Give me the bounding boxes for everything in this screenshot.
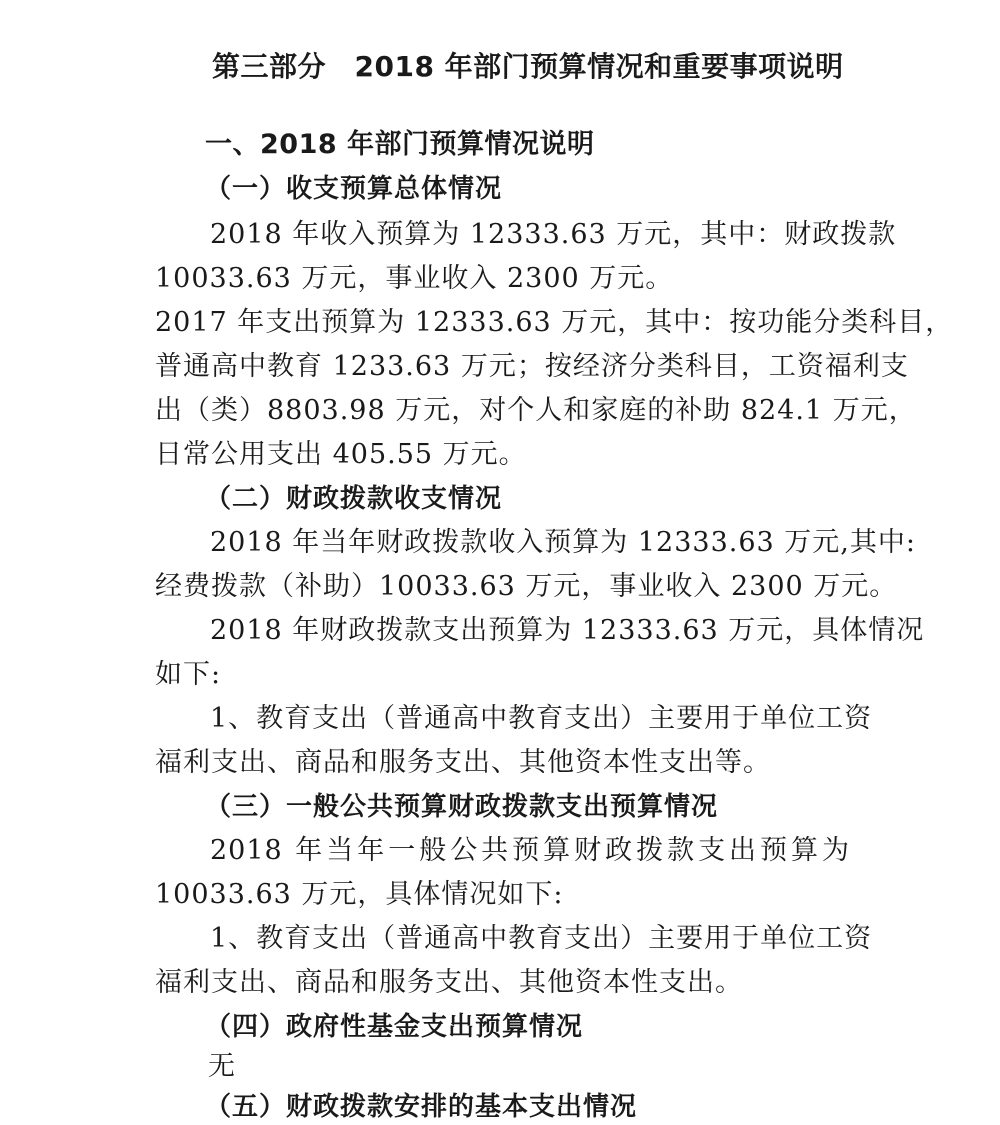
paragraph-line: 1、教育支出（普通高中教育支出）主要用于单位工资 [210,703,873,734]
subsection-heading-5: （五）财政拨款安排的基本支出情况 [205,1092,638,1122]
document-title: 第三部分 2018 年部门预算情况和重要事项说明 [212,50,844,83]
paragraph-line: 福利支出、商品和服务支出、其他资本性支出等。 [155,747,771,778]
paragraph-line: 如下: [155,659,222,690]
paragraph-line: 经费拨款（补助）10033.63 万元，事业收入 2300 万元。 [155,571,898,602]
subsection-heading-1: （一）收支预算总体情况 [205,174,503,204]
paragraph-line: 普通高中教育 1233.63 万元；按经济分类科目，工资福利支 [155,351,909,382]
paragraph-line: 10033.63 万元，事业收入 2300 万元。 [155,263,674,294]
paragraph-line: 2018 年当年一般公共预算财政拨款支出预算为 [210,835,850,866]
paragraph-line: 无 [208,1051,236,1082]
paragraph-line: 日常公用支出 405.55 万元。 [155,439,527,470]
subsection-heading-2: （二）财政拨款收支情况 [205,484,503,514]
paragraph-line: 2018 年当年财政拨款收入预算为 12333.63 万元,其中: [210,527,916,558]
subsection-heading-4: （四）政府性基金支出预算情况 [205,1012,584,1042]
section-heading-1: 一、2018 年部门预算情况说明 [205,129,595,160]
paragraph-line: 福利支出、商品和服务支出、其他资本性支出。 [155,967,743,998]
subsection-heading-3: （三）一般公共预算财政拨款支出预算情况 [205,792,719,822]
paragraph-line: 10033.63 万元，具体情况如下: [155,879,564,910]
paragraph-line: 2017 年支出预算为 12333.63 万元，其中：按功能分类科目， [155,307,954,338]
paragraph-line: 2018 年财政拨款支出预算为 12333.63 万元，具体情况 [210,615,925,646]
paragraph-line: 出（类）8803.98 万元，对个人和家庭的补助 824.1 万元， [155,395,917,426]
paragraph-line: 1、教育支出（普通高中教育支出）主要用于单位工资 [210,923,873,954]
paragraph-line: 2018 年收入预算为 12333.63 万元，其中：财政拨款 [210,219,897,250]
